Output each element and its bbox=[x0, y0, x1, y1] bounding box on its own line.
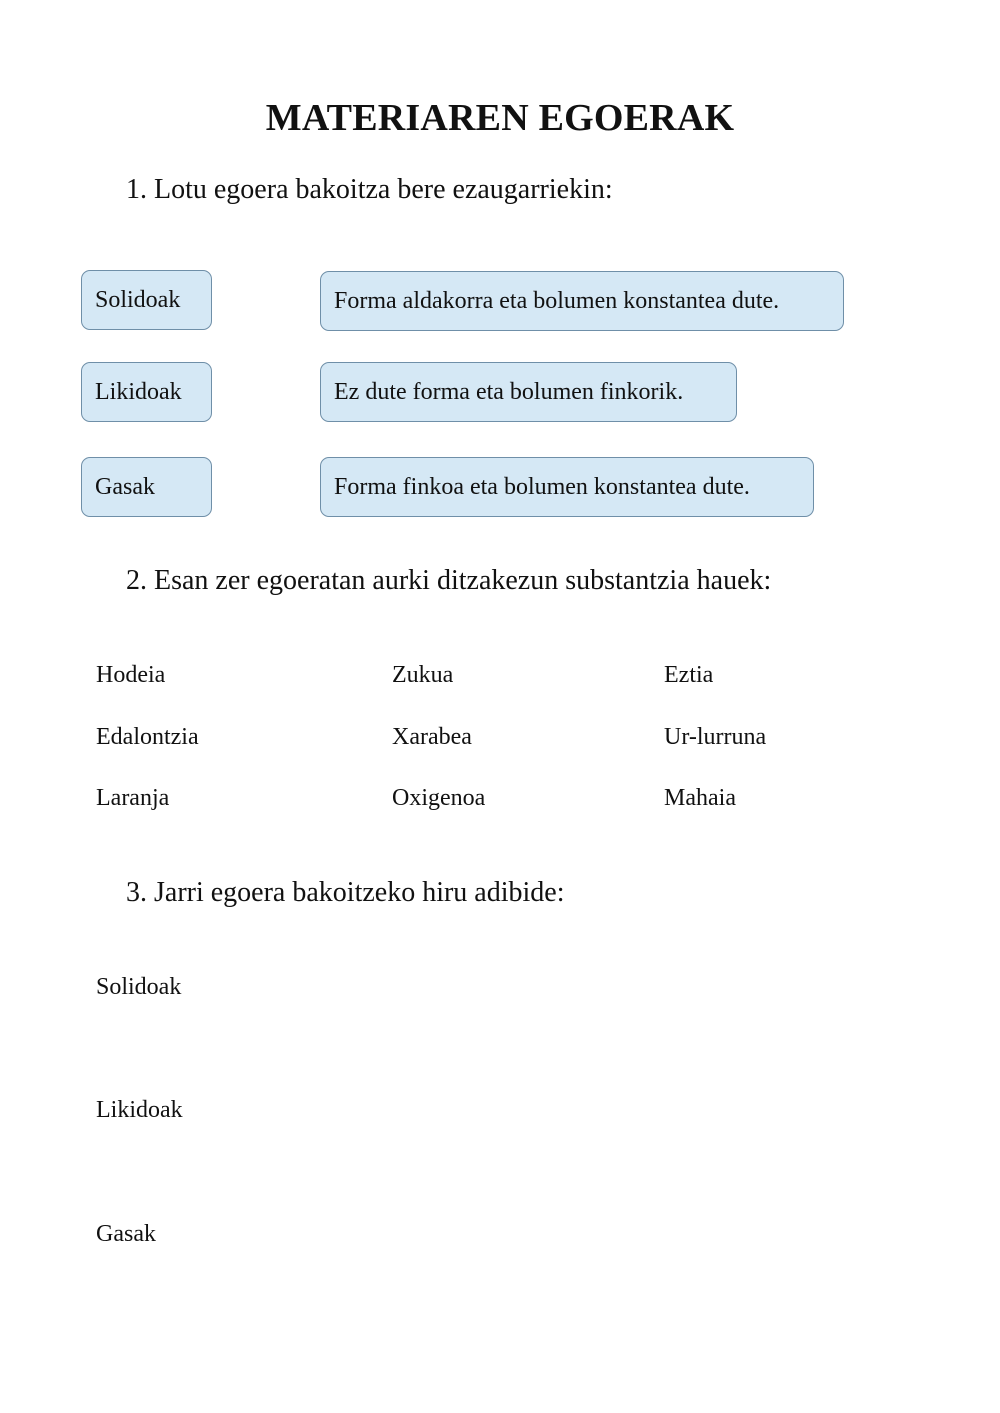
substance-word: Hodeia bbox=[96, 662, 166, 688]
substance-word: Oxigenoa bbox=[392, 785, 486, 811]
example-label-gas: Gasak bbox=[96, 1221, 156, 1247]
example-label-solid: Solidoak bbox=[96, 974, 182, 1000]
page-title: MATERIAREN EGOERAK bbox=[265, 97, 735, 139]
substance-word: Mahaia bbox=[664, 785, 736, 811]
question-1-prompt: 1. Lotu egoera bakoitza bere ezaugarriekin: bbox=[126, 174, 613, 205]
substance-word: Ur-lurruna bbox=[664, 724, 767, 750]
substance-word: Laranja bbox=[96, 785, 170, 811]
state-box-liquid[interactable]: Likidoak bbox=[81, 362, 212, 422]
question-2-prompt: 2. Esan zer egoeratan aurki ditzakezun substantzia hauek: bbox=[126, 565, 772, 596]
description-box-1[interactable]: Forma aldakorra eta bolumen konstantea dute. bbox=[320, 271, 844, 331]
substance-word: Edalontzia bbox=[96, 724, 199, 750]
example-label-liquid: Likidoak bbox=[96, 1097, 183, 1123]
description-box-2[interactable]: Ez dute forma eta bolumen finkorik. bbox=[320, 362, 737, 422]
state-box-solid[interactable]: Solidoak bbox=[81, 270, 212, 330]
state-box-gas[interactable]: Gasak bbox=[81, 457, 212, 517]
description-box-3[interactable]: Forma finkoa eta bolumen konstantea dute. bbox=[320, 457, 814, 517]
question-3-prompt: 3. Jarri egoera bakoitzeko hiru adibide: bbox=[126, 877, 565, 908]
substance-word: Eztia bbox=[664, 662, 714, 688]
substance-word: Zukua bbox=[392, 662, 454, 688]
substance-word: Xarabea bbox=[392, 724, 472, 750]
